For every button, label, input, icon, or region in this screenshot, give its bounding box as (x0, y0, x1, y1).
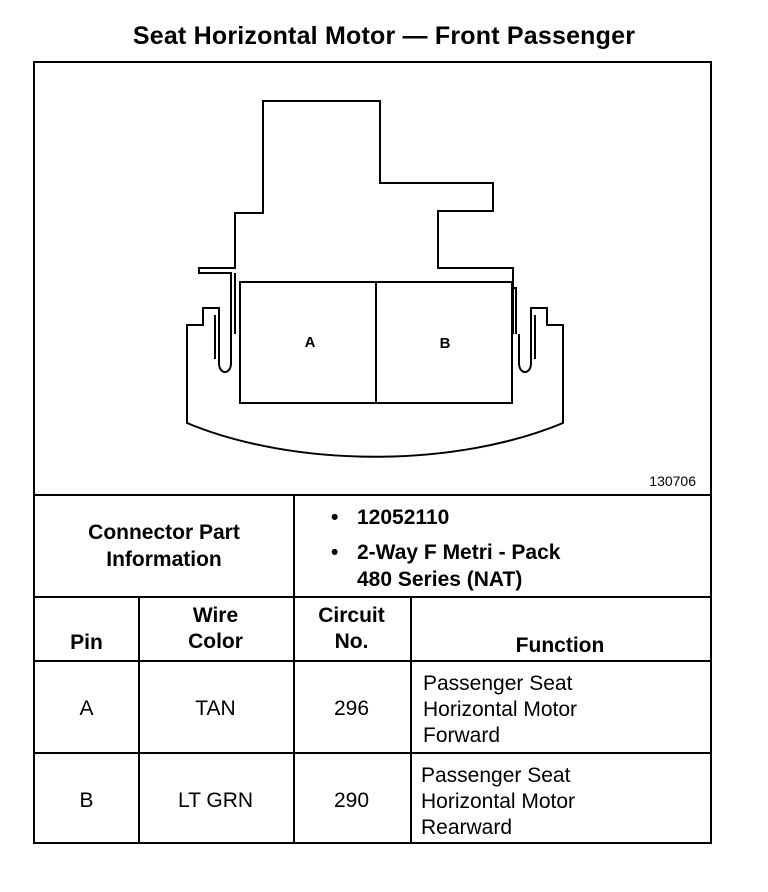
page-title: Seat Horizontal Motor — Front Passenger (132, 22, 636, 50)
row-b-function-line3: Rearward (421, 816, 513, 839)
connector-type-line1: 2-Way F Metri - Pack (357, 541, 561, 564)
row-b-function-line1: Passenger Seat (421, 764, 571, 787)
row-a-function-line2: Horizontal Motor (423, 698, 578, 721)
connector-part-list (331, 504, 560, 601)
connector-face-drawing (35, 63, 710, 494)
figure-number: 130706 (649, 473, 696, 489)
connector-part-item (331, 539, 560, 593)
row-a-pin: A (79, 697, 94, 720)
divider-diagram-bottom (35, 494, 710, 496)
divider-row-a-bottom (35, 752, 710, 754)
divider-part-info-bottom (35, 596, 710, 598)
connector-latch-outline (199, 101, 516, 334)
row-a-function (423, 671, 703, 749)
connector-part-label-line2: Information (106, 548, 222, 571)
header-wire-color-line2: Color (188, 630, 243, 653)
header-circuit-line1: Circuit (318, 604, 385, 627)
divider-part-info (293, 494, 295, 596)
header-circuit-no (293, 603, 410, 655)
connector-frame (33, 61, 712, 844)
header-wire-color-line1: Wire (192, 604, 239, 627)
row-b-circuit: 290 (333, 789, 370, 812)
connector-part-item (331, 504, 560, 531)
connector-part-info-label (35, 519, 293, 573)
row-a-function-line3: Forward (423, 724, 501, 747)
row-b-function-line2: Horizontal Motor (421, 790, 576, 813)
connector-type-line2: 480 Series (NAT) (357, 568, 523, 591)
row-b-pin: B (79, 789, 94, 812)
cavity-label-b: B (439, 335, 451, 352)
connector-part-label-line1: Connector Part (88, 521, 240, 544)
bullet: • (331, 506, 339, 529)
row-a-wire-color: TAN (195, 697, 236, 720)
bullet: • (331, 541, 339, 564)
header-function: Function (515, 634, 605, 657)
cavity-label-a: A (304, 334, 316, 351)
header-wire-color (138, 603, 293, 655)
connector-diagram (35, 63, 710, 494)
row-a-function-line1: Passenger Seat (423, 672, 573, 695)
row-a-circuit: 296 (333, 697, 370, 720)
divider-header-bottom (35, 660, 710, 662)
row-b-function (421, 763, 701, 841)
part-number: 12052110 (357, 506, 450, 529)
row-b-wire-color: LT GRN (177, 789, 254, 812)
header-pin: Pin (70, 631, 103, 654)
header-circuit-line2: No. (334, 630, 369, 653)
